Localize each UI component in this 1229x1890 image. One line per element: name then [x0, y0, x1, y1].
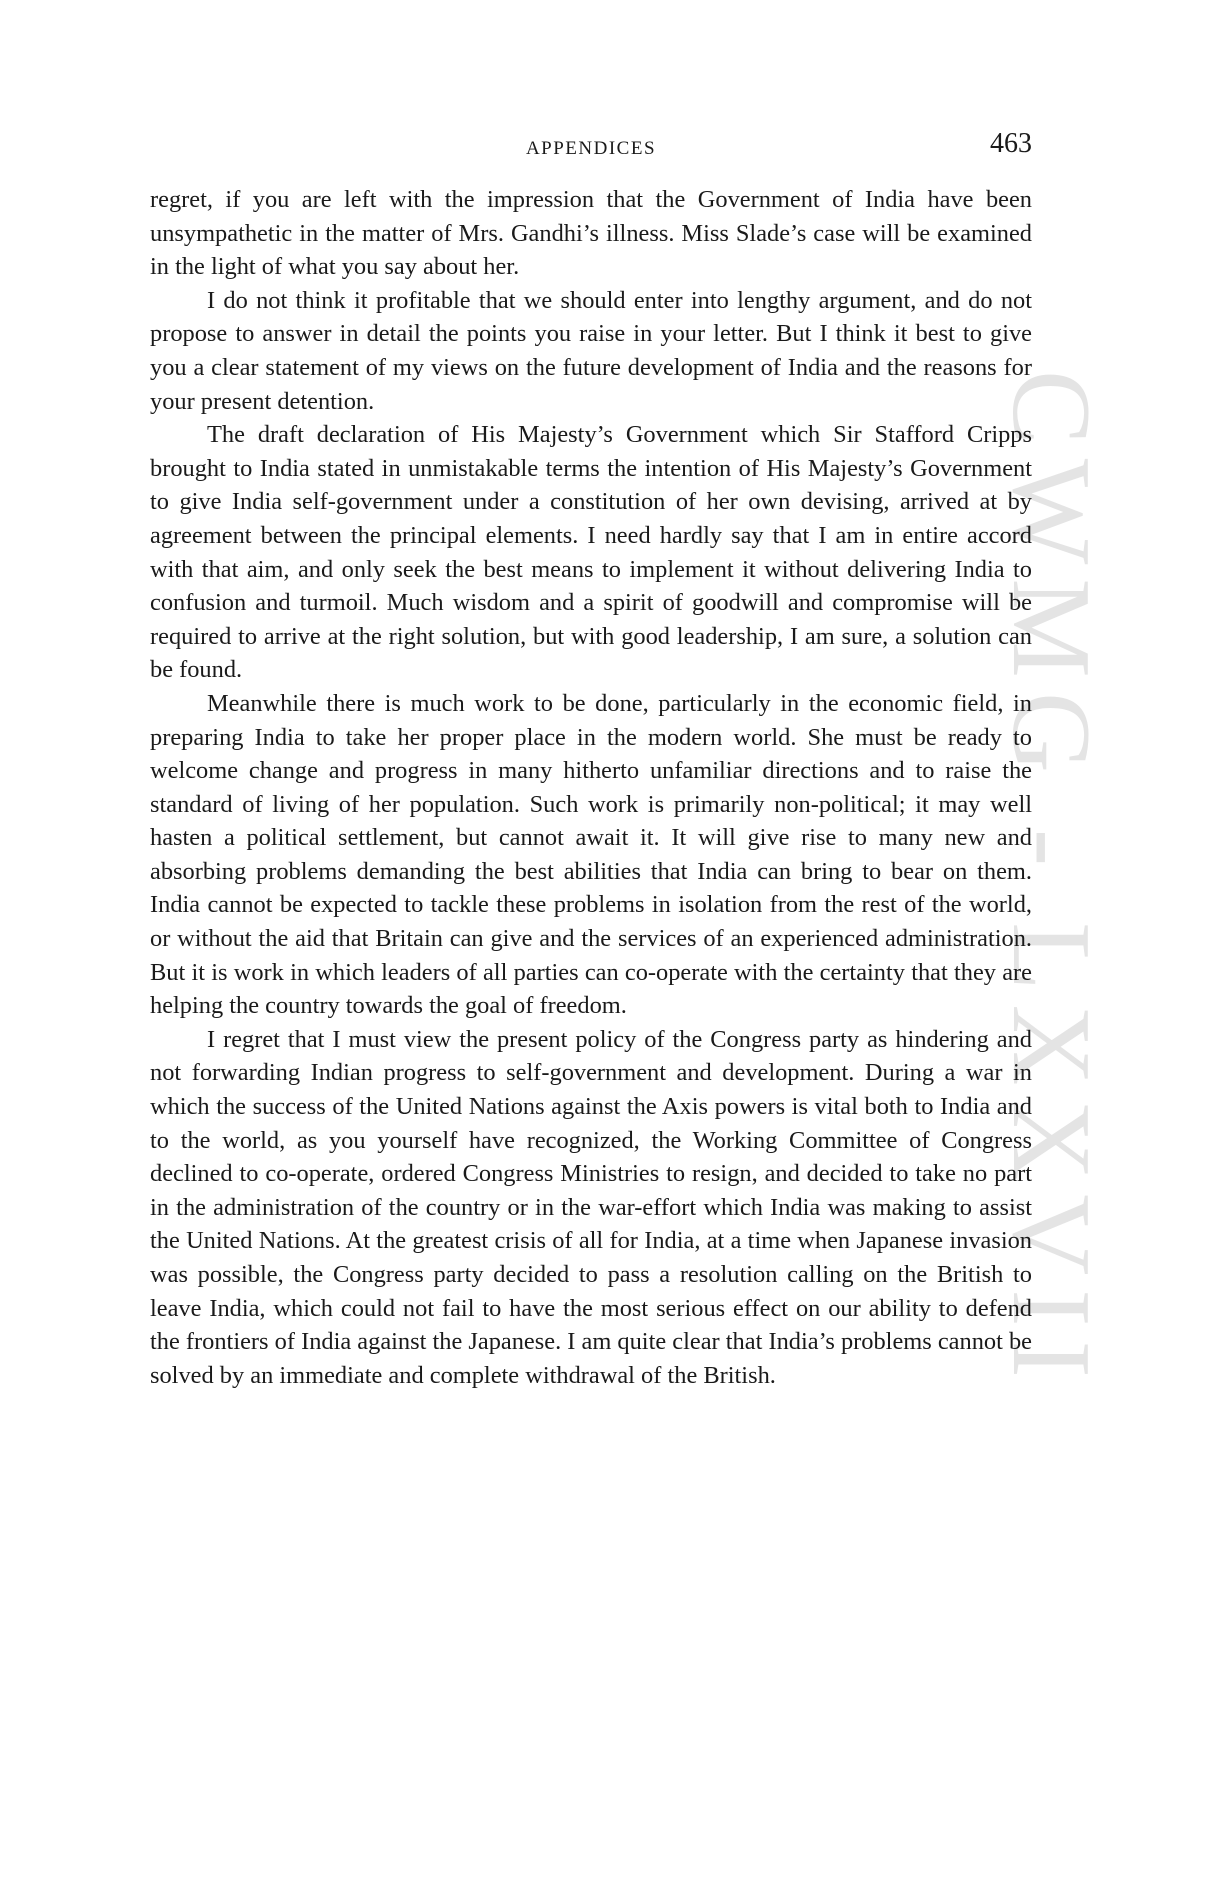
page-number: 463	[990, 128, 1032, 159]
body-text	[150, 183, 1032, 1392]
watermark-text: CWMG - LXXVII	[989, 370, 1113, 1392]
paragraph-1: regret, if you are left with the impression that the Government of India have been unsympathetic in the matter of Mrs. Gandhi’s illness. Miss Slade’s case will be examined in the light of what you say about her.	[150, 186, 1032, 281]
paragraph-4: Meanwhile there is much work to be done, particularly in the economic field, in preparing India to take her proper place in the modern world. She must be ready to welcome change and progress in many hitherto unfamiliar directions and to raise the standard of living of her population. Such work is primarily non-political; it may well hasten a political settlement, but cannot await it. It will give rise to many new and absorbing problems demanding the best abilities that India can bring to bear on them. India cannot be expected to tackle these problems in isolation from the rest of the world, or without the aid that Britain can give and the services of an experienced administration. But it is work in which leaders of all parties can co-operate with the certainty that they are helping the country towards the goal of freedom.	[150, 689, 1032, 1020]
paragraph-5: I regret that I must view the present policy of the Congress party as hindering and not forwarding Indian progress to self-government and development. During a war in which the success of the United Nations against the Axis powers is vital both to India and to the world, as you yourself have recognized, the Working Committee of Congress declined to co-operate, ordered Congress Ministries to resign, and decided to take no part in the administration of the country or in the war-effort which India was making to assist the United Nations. At the greatest crisis of all for India, at a time when Japanese invasion was possible, the Congress party decided to pass a resolution calling on the British to leave India, which could not fail to have the most serious effect on our ability to defend the frontiers of India against the Japanese. I am quite clear that India’s problems cannot be solved by an immediate and complete withdrawal of the British.	[150, 1025, 1032, 1389]
page-header	[150, 128, 1032, 168]
running-head: APPENDICES	[525, 138, 657, 159]
paragraph-3: The draft declaration of His Majesty’s Government which Sir Stafford Cripps brought to India stated in unmistakable terms the intention of His Majesty’s Government to give India self-government under a constitution of her own devising, arrived at by agreement between the principal elements. I need hardly say that I am in entire accord with that aim, and only seek the best means to implement it without delivering India to confusion and turmoil. Much wisdom and a spirit of goodwill and compromise will be required to arrive at the right solution, but with good leadership, I am sure, a solution can be found.	[150, 421, 1032, 684]
paragraph-2: I do not think it profitable that we should enter into lengthy argument, and do not propose to answer in detail the points you raise in your letter. But I think it best to give you a clear statement of my views on the future development of India and the reasons for your present detention.	[150, 286, 1032, 415]
